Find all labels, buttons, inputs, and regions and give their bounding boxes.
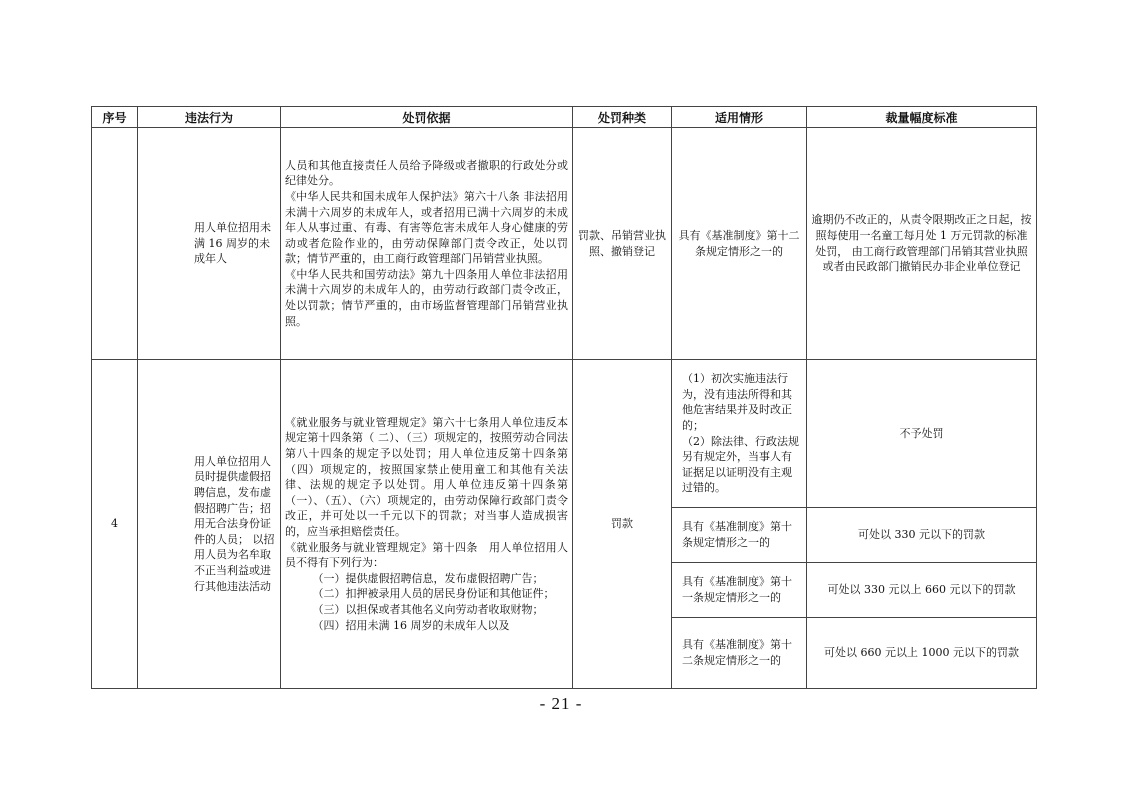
row4-basis-item: （一）提供虚假招聘信息，发布虚假招聘广告； [312, 571, 544, 585]
header-situation: 适用情形 [672, 107, 807, 128]
header-standard: 裁量幅度标准 [807, 107, 1037, 128]
row4-standard-4: 可处以 660 元以上 1000 元以下的罚款 [807, 618, 1037, 689]
row4-basis-item: （三）以担保或者其他名义向劳动者收取财物； [312, 602, 544, 616]
header-basis: 处罚依据 [281, 107, 573, 128]
table-header-row [92, 107, 1037, 128]
header-penalty-type: 处罚种类 [573, 107, 672, 128]
header-violation: 违法行为 [138, 107, 281, 128]
row3-basis-paragraph: 《中华人民共和国劳动法》第九十四条用人单位非法招用未满十六周岁的未成年人的，由劳动行政部门责令改正，处以罚款；情节严重的，由市场监督管理部门吊销营业执照。 [285, 267, 568, 328]
row3-seq-cell [92, 128, 138, 360]
header-seq: 序号 [92, 107, 138, 128]
row3-situation: 具有《基准制度》第十二条规定情形之一的 [672, 128, 807, 360]
table-row [92, 128, 1037, 360]
row4-basis-cell [281, 360, 573, 689]
row4-standard-2: 可处以 330 元以下的罚款 [807, 508, 1037, 563]
row4-basis-item: （二）扣押被录用人员的居民身份证和其他证件； [312, 587, 555, 601]
row4-seq: 4 [92, 360, 138, 689]
row4-violation: 用人单位招用人员时提供虚假招聘信息，发布虚假招聘广告；招用无合法身份证件的人员； 以招用人员为名牟取不正当利益或进行其他违法活动 [138, 360, 281, 689]
row3-basis-cell [281, 128, 573, 360]
row3-violation: 用人单位招用未满 16 周岁的未成年人 [138, 128, 281, 360]
row4-situation-1: （1）初次实施违法行为，没有违法所得和其他危害结果并及时改正的； （2）除法律、行政法规另有规定外，当事人有证据足以证明没有主观过错的。 [672, 360, 807, 508]
penalty-standards-table [91, 106, 1037, 689]
row4-situation-2: 具有《基准制度》第十条规定情形之一的 [672, 508, 807, 563]
row4-standard-3: 可处以 330 元以上 660 元以下的罚款 [807, 563, 1037, 618]
row4-penalty-type: 罚款 [573, 360, 672, 689]
row4-basis-item: （四）招用未满 16 周岁的未成年人以及 [312, 618, 510, 632]
row3-basis-paragraph: 人员和其他直接责任人员给予降级或者撤职的行政处分或纪律处分。 [285, 158, 568, 188]
row4-basis-paragraph: 《就业服务与就业管理规定》第六十七条用人单位违反本规定第十四条第（ 二）、（三）项规定的，按照劳动合同法第八十四条的规定予以处罚；用人单位违反第十四条第（四）项规定的，按照国家禁止使用童工和其他有关法律、法规的规定予以处罚。用人单位违反第十四条第（一）、（五）、（六）项规定的，由劳动保障行政部门责令改正，并可处以一千元以下的罚款；对当事人造成损害的，应当承担赔偿责任。 [285, 415, 568, 538]
row4-situation-3: 具有《基准制度》第十一条规定情形之一的 [672, 563, 807, 618]
row3-standard: 逾期仍不改正的，从责令限期改正之日起，按照每使用一名童工每月处 1 万元罚款的标准处罚， 由工商行政管理部门吊销其营业执照或者由民政部门撤销民办非企业单位登记 [807, 128, 1037, 360]
page-number: - 21 - [539, 694, 583, 713]
row4-situation-4: 具有《基准制度》第十二条规定情形之一的 [672, 618, 807, 689]
row3-basis-paragraph: 《中华人民共和国未成年人保护法》第六十八条 非法招用未满十六周岁的未成年人，或者招用已满十六周岁的未成年人从事过重、有毒、有害等危害未成年人身心健康的劳动或者危险作业的，由劳动保障部门责令改正，处以罚款；情节严重的，由工商行政管理部门吊销营业执照。 [285, 189, 568, 266]
row3-penalty-type: 罚款、吊销营业执照、撤销登记 [573, 128, 672, 360]
table-row [92, 360, 1037, 508]
row4-standard-1: 不予处罚 [807, 360, 1037, 508]
row4-basis-paragraph: 《就业服务与就业管理规定》第十四条 用人单位招用人员不得有下列行为： [285, 540, 568, 570]
